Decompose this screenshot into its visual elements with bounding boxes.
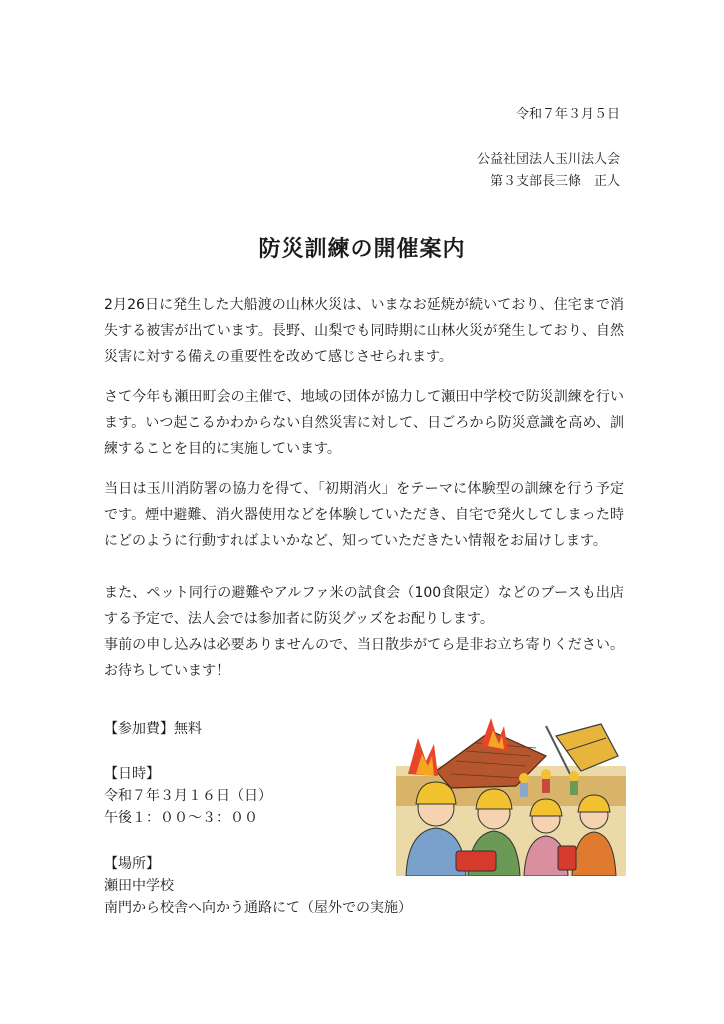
page-title: 防災訓練の開催案内 <box>258 237 466 262</box>
paragraph-drill-overview: さて今年も瀬田町会の主催で、地域の団体が協力して瀬田中学校で防災訓練を行います。いつ起こるかわからない自然災害に対して、日ごろから防災意識を高め、訓練することを目的に実施しています。 <box>104 389 624 457</box>
sender-organization: 公益社団法人玉川法人会 <box>476 152 620 167</box>
place-block <box>104 853 412 919</box>
sender-block <box>477 149 620 193</box>
paragraph-fire-training: 当日は玉川消防署の協力を得て、「初期消火」をテーマに体験型の訓練を行う予定です。煙中避難、消火器使用などを体験していただき、自宅で発火してしまった時にどのように行動すればよいかなど、知っていただきたい情報をお届けします。 <box>104 481 624 549</box>
issue-date: 令和７年３月５日 <box>515 107 620 122</box>
disaster-drill-illustration-icon <box>396 716 626 876</box>
place-detail: 南門から校舎へ向かう通路にて（屋外での実施） <box>104 900 412 916</box>
event-time: 午後１：００～３：００ <box>104 810 258 826</box>
place-label: 【場所】 <box>104 856 160 872</box>
sender-name: 第３支部長三條 正人 <box>489 174 620 189</box>
datetime-label: 【日時】 <box>104 766 160 782</box>
place-name: 瀬田中学校 <box>104 878 174 894</box>
paragraph-booths: また、ペット同行の避難やアルファ米の試食会（100食限定）などのブースも出店する予定で、法人会では参加者に防災グッズをお配りします。 事前の申し込みは必要ありませんので、当日散歩がてら是非お立ち寄りください。お待ちしています！ <box>104 585 624 679</box>
event-date: 令和７年３月１６日（日） <box>104 788 272 804</box>
fee-line: 【参加費】無料 <box>104 721 202 737</box>
paragraph-wildfire: 2月26日に発生した大船渡の山林火災は、いまなお延焼が続いており、住宅まで消失する被害が出ています。長野、山梨でも同時期に山林火災が発生しており、自然災害に対する備えの重要性を改めて感じさせられます。 <box>104 297 624 365</box>
datetime-block <box>104 763 272 829</box>
